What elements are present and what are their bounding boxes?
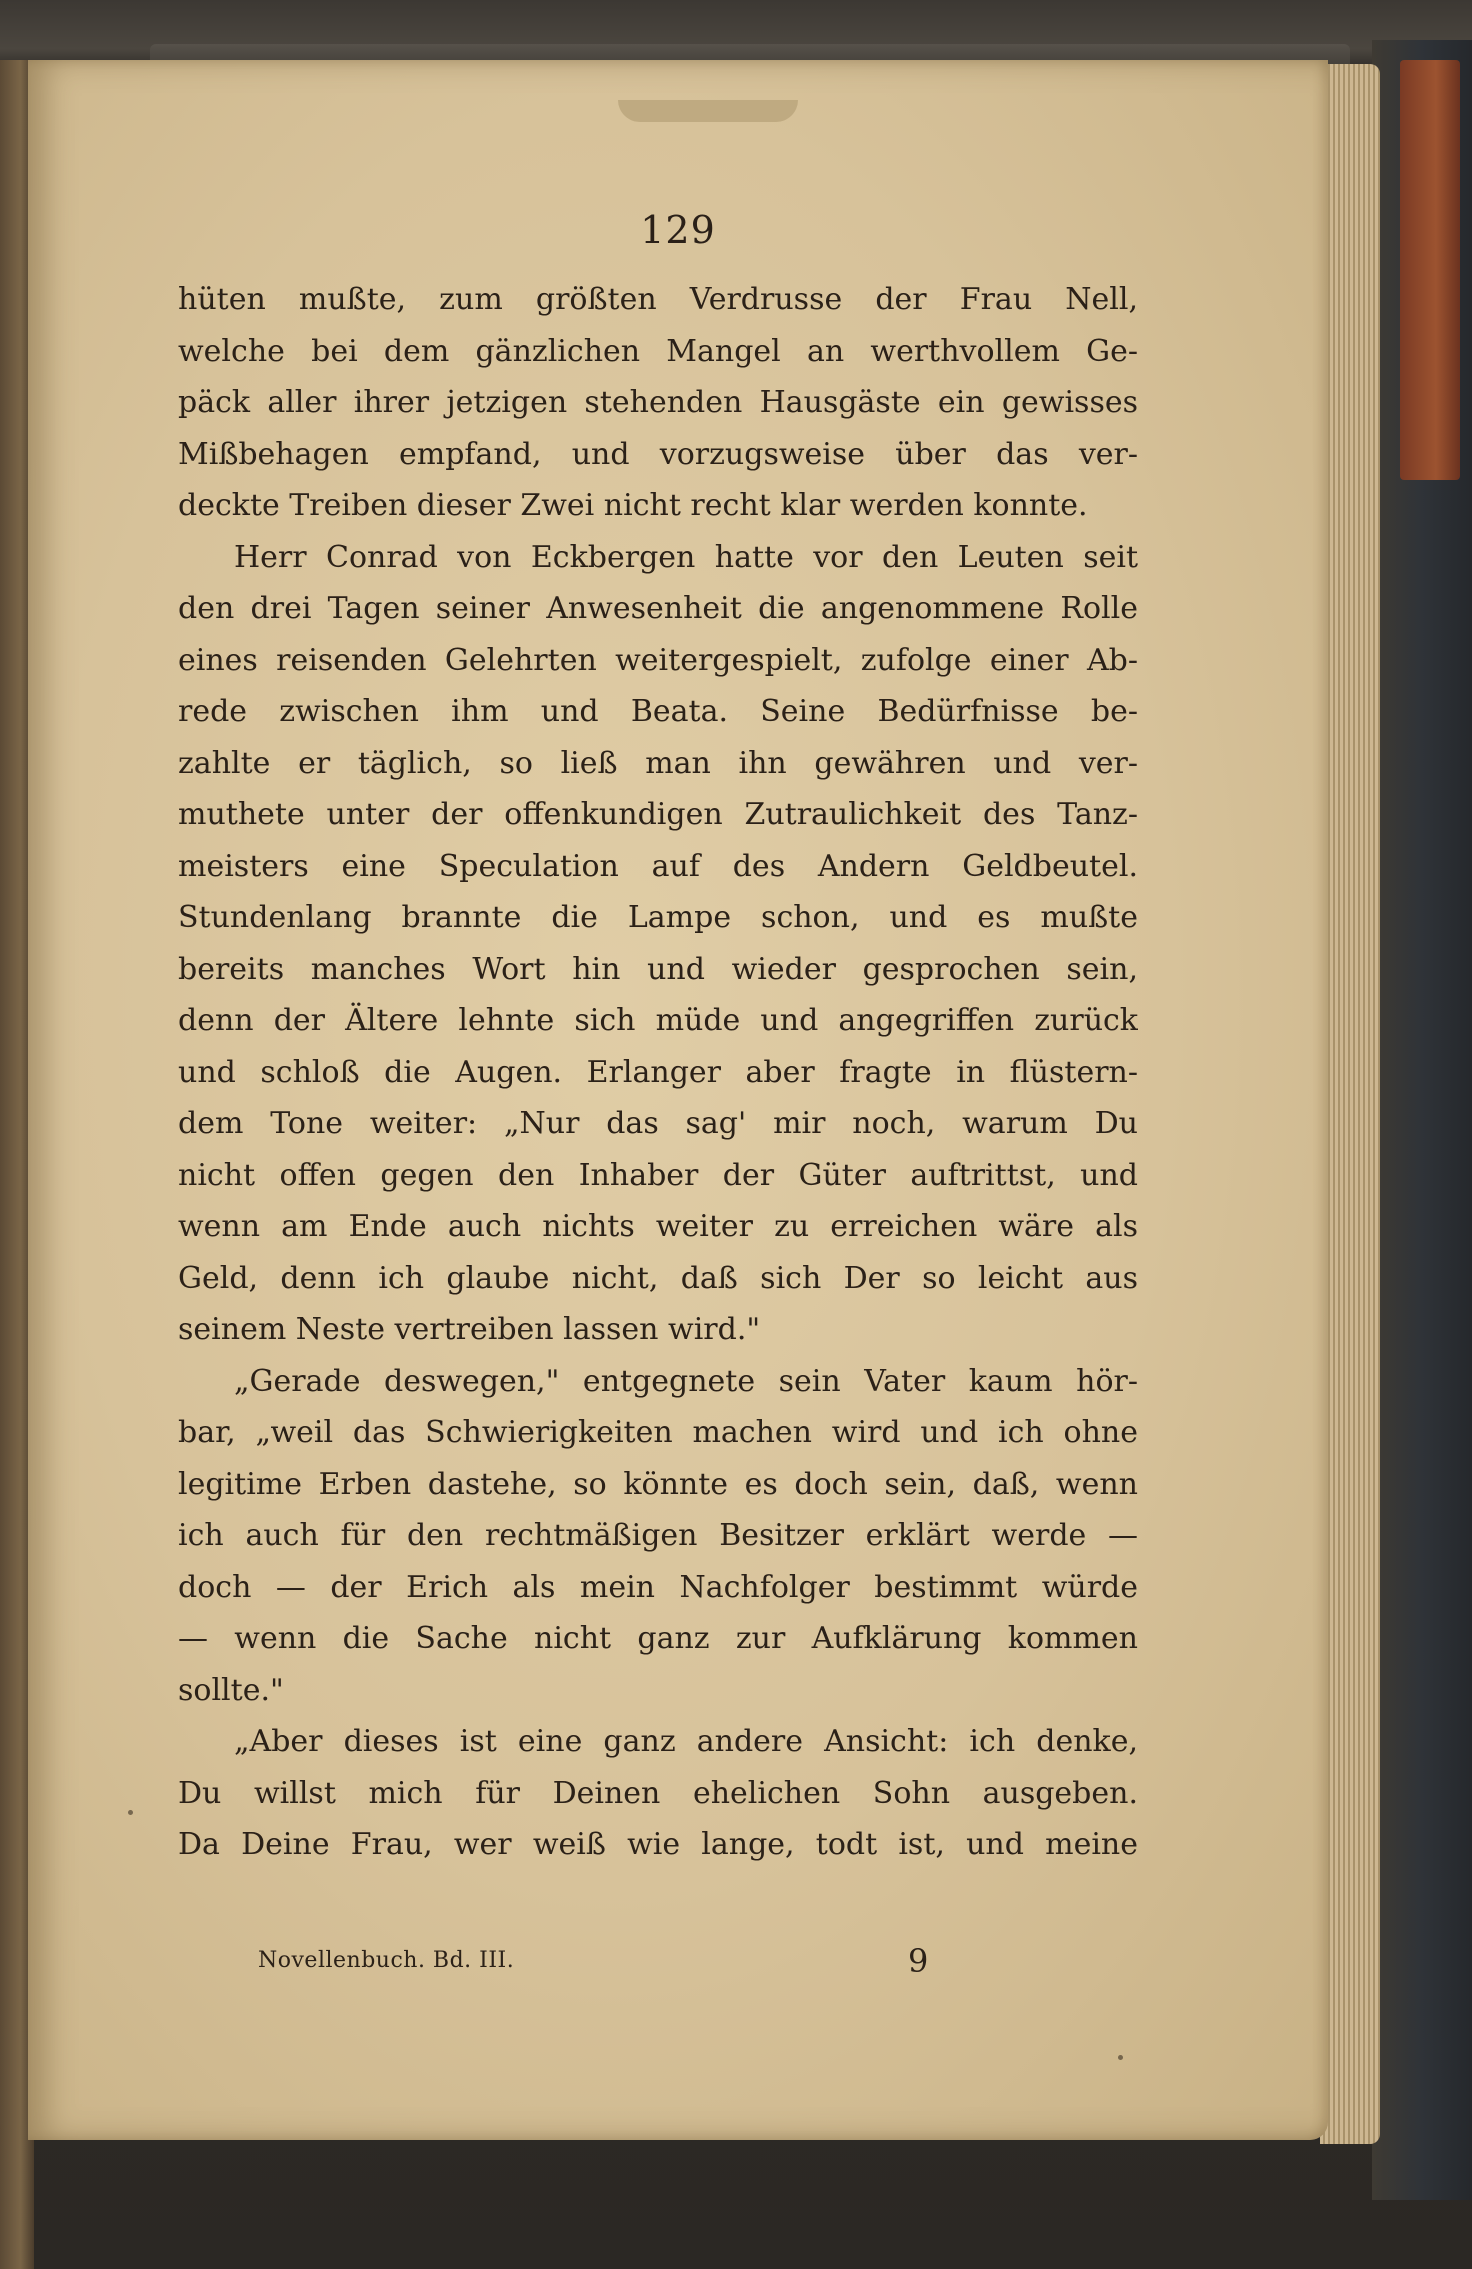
text-line: nicht offen gegen den Inhaber der Güter auftrittst, und bbox=[178, 1157, 1138, 1193]
text-line: hüten mußte, zum größten Verdrusse der Frau Nell, bbox=[178, 282, 1138, 317]
text-line: seinem Neste vertreiben lassen wird." bbox=[178, 1312, 761, 1347]
text-line: legitime Erben dastehe, so könnte es doch sein, daß, wenn bbox=[178, 1466, 1138, 1502]
text-line: wenn am Ende auch nichts weiter zu erreichen wäre als bbox=[178, 1209, 1138, 1244]
text-line: — wenn die Sache nicht ganz zur Aufklärung kommen bbox=[178, 1621, 1138, 1656]
text-line: Stundenlang brannte die Lampe schon, und es mußte bbox=[178, 900, 1138, 935]
footer-book-title: Novellenbuch. Bd. III. bbox=[258, 1948, 515, 1973]
text-line: rede zwischen ihm und Beata. Seine Bedürfnisse be- bbox=[178, 694, 1138, 729]
text-line: bereits manches Wort hin und wieder gesprochen sein, bbox=[178, 951, 1138, 987]
text-line: Geld, denn ich glaube nicht, daß sich Der so leicht aus bbox=[178, 1260, 1138, 1296]
text-line: ich auch für den rechtmäßigen Besitzer erklärt werde — bbox=[178, 1518, 1138, 1553]
text-line: päck aller ihrer jetzigen stehenden Hausgäste ein gewisses bbox=[178, 385, 1138, 420]
text-line: muthete unter der offenkundigen Zutraulichkeit des Tanz- bbox=[178, 797, 1138, 832]
text-line: Du willst mich für Deinen ehelichen Sohn ausgeben. bbox=[178, 1775, 1138, 1811]
text-line: meisters eine Speculation auf des Andern Geldbeutel. bbox=[178, 848, 1138, 884]
text-line: doch — der Erich als mein Nachfolger bestimmt würde bbox=[178, 1569, 1138, 1605]
text-line: Herr Conrad von Eckbergen hatte vor den Leuten seit bbox=[234, 539, 1138, 575]
text-line: „Gerade deswegen," entgegnete sein Vater kaum hör- bbox=[234, 1363, 1138, 1399]
text-line: zahlte er täglich, so ließ man ihn gewähren und ver- bbox=[178, 745, 1138, 781]
text-line: bar, „weil das Schwierigkeiten machen wird und ich ohne bbox=[178, 1415, 1138, 1450]
page-footer bbox=[178, 1944, 1138, 1984]
text-line: Mißbehagen empfand, und vorzugsweise über das ver- bbox=[178, 436, 1138, 472]
page-number: 129 bbox=[640, 208, 716, 252]
text-line: welche bei dem gänzlichen Mangel an werthvollem Ge- bbox=[178, 333, 1138, 369]
text-line: Da Deine Frau, wer weiß wie lange, todt ist, und meine bbox=[178, 1827, 1138, 1862]
book-page bbox=[28, 60, 1328, 2140]
footer-signature-mark: 9 bbox=[908, 1942, 929, 1980]
text-line: dem Tone weiter: „Nur das sag' mir noch, warum Du bbox=[178, 1106, 1138, 1141]
paper-speck bbox=[1118, 2055, 1123, 2060]
text-line: und schloß die Augen. Erlanger aber fragte in flüstern- bbox=[178, 1054, 1138, 1090]
book-cover-leather-patch bbox=[1400, 60, 1460, 480]
text-line: „Aber dieses ist eine ganz andere Ansicht: ich denke, bbox=[234, 1724, 1138, 1759]
text-line: denn der Ältere lehnte sich müde und angegriffen zurück bbox=[178, 1003, 1138, 1038]
text-line: sollte." bbox=[178, 1672, 284, 1708]
page-fold-mark bbox=[618, 100, 798, 122]
page-stack-edges bbox=[1320, 64, 1380, 2144]
text-line: deckte Treiben dieser Zwei nicht recht klar werden konnte. bbox=[178, 488, 1088, 523]
paper-speck bbox=[128, 1810, 133, 1815]
text-line: den drei Tagen seiner Anwesenheit die angenommene Rolle bbox=[178, 591, 1138, 626]
text-line: eines reisenden Gelehrten weitergespielt, zufolge einer Ab- bbox=[178, 642, 1138, 678]
body-text bbox=[178, 274, 1138, 1871]
